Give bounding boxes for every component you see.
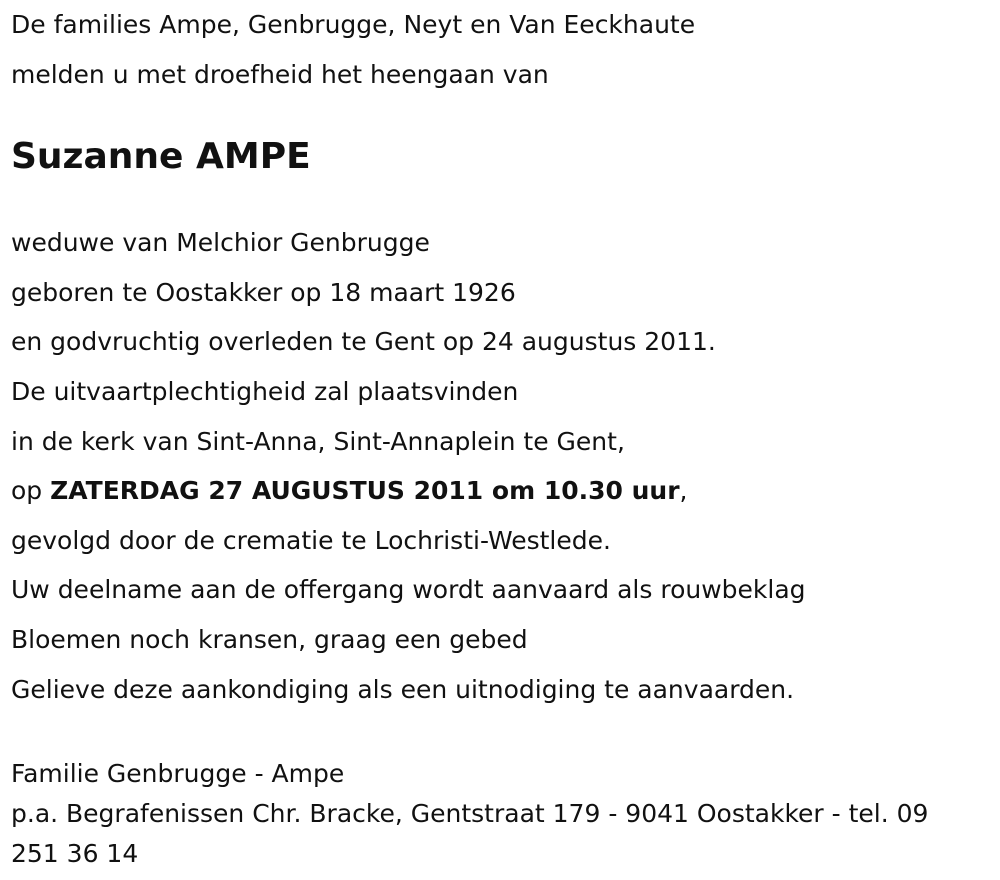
contact-footer	[11, 754, 981, 874]
cremation-line: gevolgd door de crematie te Lochristi-Westlede.	[11, 526, 611, 555]
invitation-line: Gelieve deze aankondiging als een uitnodiging te aanvaarden.	[11, 675, 795, 704]
funeral-home-address: p.a. Begrafenissen Chr. Bracke, Gentstraat 179 - 9041 Oostakker - tel. 09 251 36 14	[11, 799, 929, 868]
flowers-line: Bloemen noch kransen, graag een gebed	[11, 625, 528, 654]
church-line: in de kerk van Sint-Anna, Sint-Annaplein te Gent,	[11, 427, 625, 456]
ceremony-datetime: ZATERDAG 27 AUGUSTUS 2011 om 10.30 uur	[50, 476, 680, 505]
ceremony-intro-line: De uitvaartplechtigheid zal plaatsvinden	[11, 377, 519, 406]
ceremony-prefix: op	[11, 476, 51, 505]
birth-line: geboren te Oostakker op 18 maart 1926	[11, 278, 516, 307]
deceased-name: Suzanne AMPE	[11, 136, 311, 177]
family-signature: Familie Genbrugge - Ampe	[11, 759, 345, 788]
offering-line: Uw deelname aan de offergang wordt aanvaard als rouwbeklag	[11, 575, 806, 604]
death-line: en godvruchtig overleden te Gent op 24 augustus 2011.	[11, 327, 716, 356]
intro-families: De families Ampe, Genbrugge, Neyt en Van Eeckhaute	[11, 10, 696, 39]
ceremony-datetime-line	[11, 477, 688, 505]
widow-line: weduwe van Melchior Genbrugge	[11, 228, 430, 257]
intro-announcement: melden u met droefheid het heengaan van	[11, 60, 549, 89]
ceremony-suffix: ,	[679, 476, 688, 505]
